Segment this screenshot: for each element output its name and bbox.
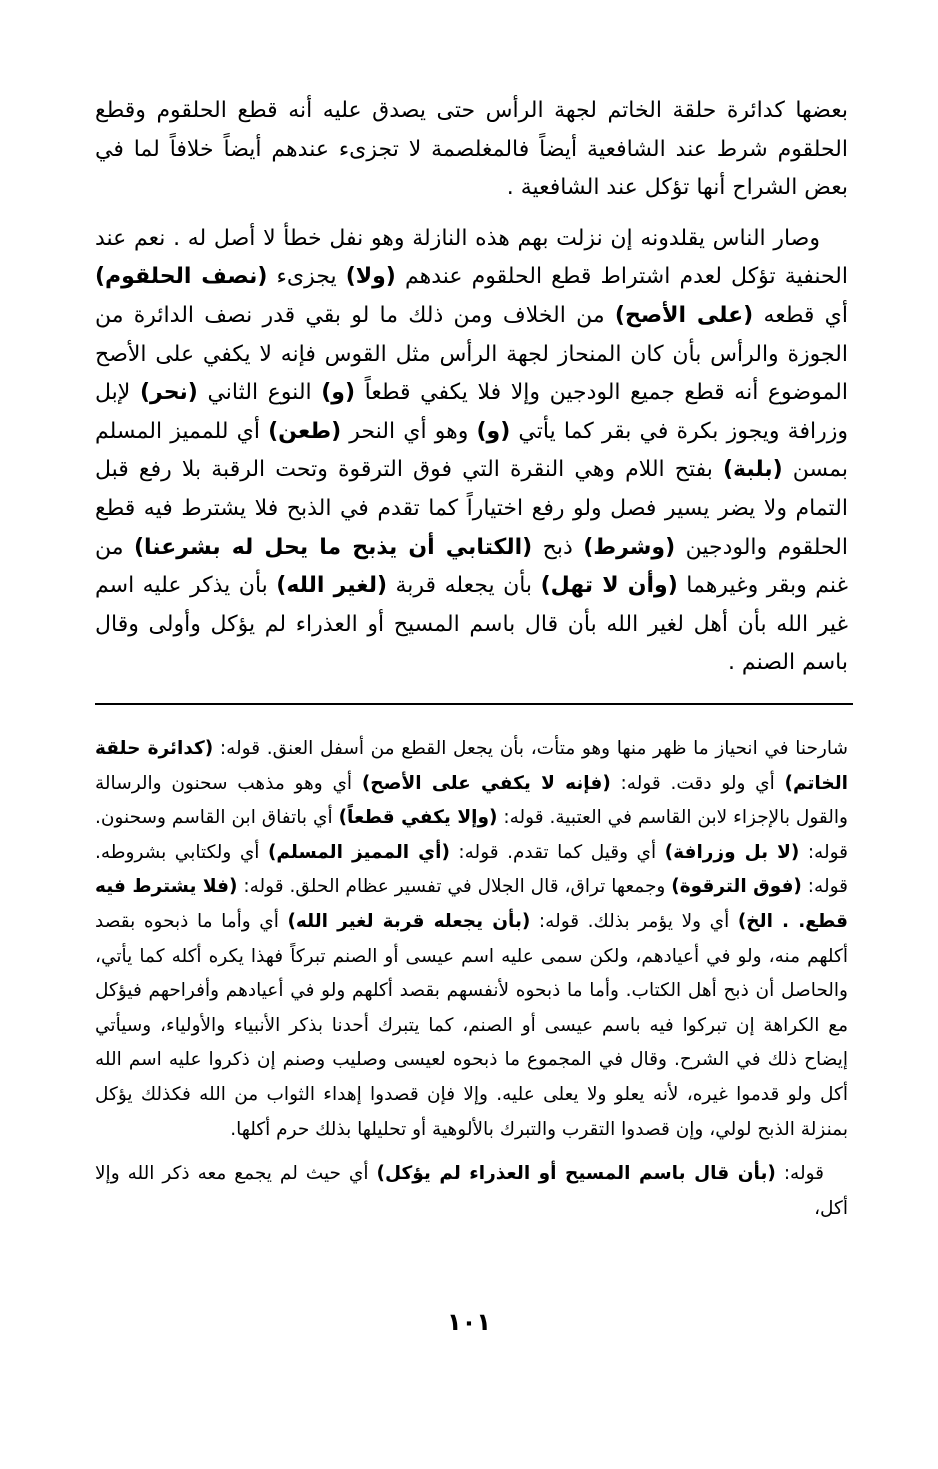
bold-segment: (نصف الحلقوم) [95,264,268,290]
bold-segment: (و) [321,380,356,406]
bold-segment: (بأن يجعله قربة لغير الله) [287,910,531,932]
bold-segment: (بأن قال باسم المسيح أو العذراء لم يؤكل) [376,1163,776,1185]
text-segment: يجزىء [267,264,337,290]
bold-segment: (بلبة) [722,457,783,483]
footnote-paragraph-1 [95,732,848,1147]
bold-segment: (وإلا يكفي قطعاً) [338,807,498,829]
text-segment: وهو أي النحر [341,418,469,444]
main-text [95,92,848,683]
text-segment: بفتح اللام وهي النقرة التي فوق الترقوة وتحت الرقبة بلا رفع قبل التمام ولا يضر يسير فصل ولو رفع اختياراً كما تقدم في الذبح فلا يشترط فيه قطع الحلقوم والودجين [95,457,849,560]
bold-segment: (لغير الله) [276,573,388,599]
text-segment: شارحنا في انحياز ما ظهر منها وهو متأت، بأن يجعل القطع من أسفل العنق. قوله: [213,738,848,759]
text-segment: وجمعها تراق، قال الجلال في تفسير عظام الحلق. قوله: [237,876,666,898]
text-segment: لإبل وزرافة ويجوز بكرة في بقر كما يأتي [95,380,848,444]
bold-segment: (فوق الترقوة) [671,876,802,898]
footnotes [95,732,848,1226]
text-segment: أي ولو دقت. قوله: [610,772,775,794]
text-segment: قوله: [775,1163,825,1185]
text-segment: أي للمميز المسلم بمسن [95,418,848,483]
bold-segment: (طعن) [268,418,342,444]
text-segment: وصار الناس يقلدونه إن نزلت بهم هذه النازلة وهو نفل خطأ لا أصل له . نعم عند الحنفية تؤكل لعدم اشتراط قطع الحلقوم عندهم [95,225,848,290]
bold-segment: (ولا) [345,264,396,290]
text-segment: أي ولا يؤمر بذلك. قوله: [530,910,730,932]
text-segment: بأن يجعله قربة [387,573,533,599]
text-segment: النوع الثاني [197,380,312,406]
text-segment: أي وأما ما ذبحوه بقصد أكلهم منه، ولو في أعيادهم، ولكن سمى عليه اسم عيسى أو الصنم تبركاً فهذا يكره أكله كما يأتي، والحاصل أن ذبح أهل الكتاب. وأما ما ذبحوه لأنفسهم بقصد أكلهم ولو في أعيادهم وأفراحهم فيؤكل مع الكراهة إن تبركوا فيه باسم عيسى أو الصنم، كما يتبرك أحدنا بذكر الأنبياء والأولياء، وسيأتي إيضاح ذلك في الشرح. وقال في المجموع ما ذبحوه لعيسى وصليب وصنم إن ذكروا عليه اسم الله أكل ولو قدموا غيره، لأنه يعلو ولا يعلى عليه. وإلا فإن قصدوا إهداء الثواب من الله فكذلك يؤكل بمنزلة الذبح لولي، وإن قصدوا التقرب والتبرك بالألوهية أو تحليلها بذلك حرم أكلها. [95,910,848,1140]
text-segment: بعضها كدائرة حلقة الخاتم لجهة الرأس حتى يصدق عليه أنه قطع الحلقوم وقطع الحلقوم شرط عند الشافعية أيضاً فالمغلصمة لا تجزىء عندهم أيضاً خلافاً لما في بعض الشراح أنها تؤكل عند الشافعية . [95,98,848,201]
bold-segment: (وأن لا تهل) [540,573,678,599]
text-segment: أي حيث لم يجمع معه ذكر الله وإلا أكل، [95,1163,848,1219]
text-segment: أي وهو مذهب سحنون والرسالة والقول بالإجزاء لابن القاسم في العتبية. قوله: [95,772,848,829]
bold-segment: (وشرط) [583,534,676,560]
text-segment: بأن يذكر عليه اسم غير الله بأن أهل لغير الله بأن قال باسم المسيح أو العذراء لم يؤكل وأولى وقال باسم الصنم . [95,573,848,676]
text-segment: من غنم وبقر وغيرهما [95,534,848,599]
bold-segment: (فلا يشترط فيه قطع. . الخ) [95,876,848,932]
bold-segment: (نحر) [139,380,198,406]
bold-segment: (لا بل وزرافة) [664,841,800,863]
bold-segment: (أي المميز المسلم) [267,841,450,863]
bold-segment: (كدائرة حلقة الخاتم) [95,738,848,794]
text-segment: من الخلاف ومن ذلك ما لو بقي قدر نصف الدائرة من الجوزة والرأس بأن كان المنحاز لجهة الرأس مثل القوس فإنه لا يكفي على الأصح الموضوع أنه قطع جميع الودجين وإلا فلا يكفي قطعاً [95,302,848,406]
main-paragraph-2 [95,220,848,683]
text-segment: أي ولكتابي بشروطه. قوله: [95,841,848,898]
main-paragraph-1 [95,92,848,208]
footnote-paragraph-2 [95,1157,848,1226]
text-segment: أي قطعه [753,302,849,328]
bold-segment: (فإنه لا يكفي على الأصح) [361,772,611,794]
page-number: ١٠١ [447,1308,491,1336]
text-segment: ذبح [532,534,573,560]
bold-segment: (و) [476,418,511,444]
text-segment: أي باتفاق ابن القاسم وسحنون. قوله: [95,807,849,863]
bold-segment: (الكتابي أن يذبح ما يحل له بشرعنا) [133,534,533,560]
text-segment: أي وقيل كما تقدم. قوله: [449,841,657,863]
footnote-divider [95,703,853,705]
bold-segment: (على الأصح) [614,302,754,328]
